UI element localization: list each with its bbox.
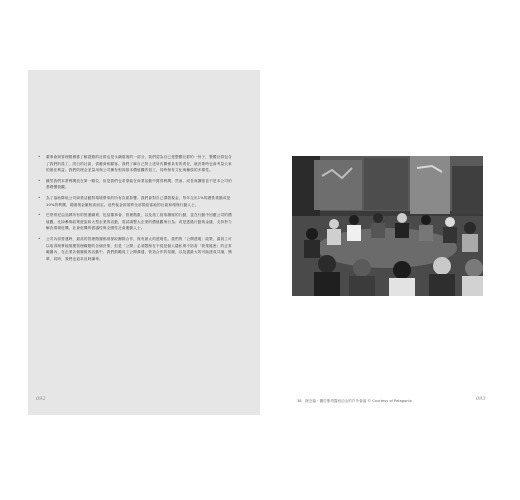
bullet-item — [38, 195, 234, 208]
paragraph-text: 公司內部營運時，最高的管理階層都被採取團隊合作，保有最大的透明性。我們的「公開透明」政策，讓員工可以取得與實地規模管理職階的各個決策，但是「公開」必須限制在不侵犯個人隱私與不妨害「營業秘密」的正常範圍內，在企業各個層級的活動中，我們鼓勵員工公開溝通，營造合作的氛圍，以及盡最大的可能達成共識，簡單，同時，我們也追求及時謙卑。 — [46, 236, 232, 261]
page-number-right: 093 — [476, 396, 486, 402]
page-number-left: 092 — [36, 396, 46, 402]
bullet-list — [38, 154, 234, 266]
bullet-item — [38, 178, 234, 191]
photo-caption: 38 理念篇・攝於聖塔露西亞山的戶外會議 © Courtesy of Patagonia — [297, 399, 412, 403]
bullet-item — [38, 212, 234, 232]
bullet-dot-icon: • — [38, 177, 41, 183]
bullet-dot-icon: • — [38, 235, 41, 241]
bullet-dot-icon: • — [38, 194, 41, 200]
bullet-dot-icon: • — [38, 154, 41, 159]
bullet-dot-icon: • — [38, 212, 41, 218]
meeting-photo — [292, 156, 483, 296]
left-page — [28, 70, 260, 415]
bullet-item — [38, 154, 234, 174]
right-page — [260, 70, 492, 415]
paragraph-text: 雖然我們本將利潤放在第一順位，但是我們也希望能在商業活動中獲得利潤。然而，成長與擴張並不是本公司的基礎價值觀。 — [46, 178, 232, 190]
paragraph-text: 巴塔哥尼亞品牌所有的營運職責，包括董事會、管理階級，以及員工採取積極的行動，並在行動中回應公司的價值觀，比如參與政策遊說和大型企業的活動，嘗試調整大企業的價值觀與行為；或是透過行動與金錢，支持努力解決環境危機，社會危機的倡議性與全國性社會運動人士。 — [46, 213, 232, 231]
book-spread — [28, 70, 492, 415]
bullet-item — [38, 236, 234, 262]
outdoor-meeting-photo-illustration — [292, 156, 483, 296]
paragraph-text: 董事會與管理階層都了解證據的社群也是永續環境的一部分，我們認為自己是整體社群的一份子，整體社群包含了我們的員工、因白的社區，供應商和顧客。我們了解自己對上述所有關係負有的責任，就決策時也會考量大家的最佳利益。我們的理念並量用與公司擁有相同基本價值觀的員工，同時保有文化與種族的多樣性。 — [46, 155, 232, 173]
paragraph-text: 為了協助降低公司商業活動對環境帶來的所有負面影響，我們會對自己課徵稅金，每年交出1%的總營業額或是10%的利潤，視哪項金額較高而定。這些稅金款項將全部捐給當地的社區和環保行動人士。 — [46, 195, 231, 207]
